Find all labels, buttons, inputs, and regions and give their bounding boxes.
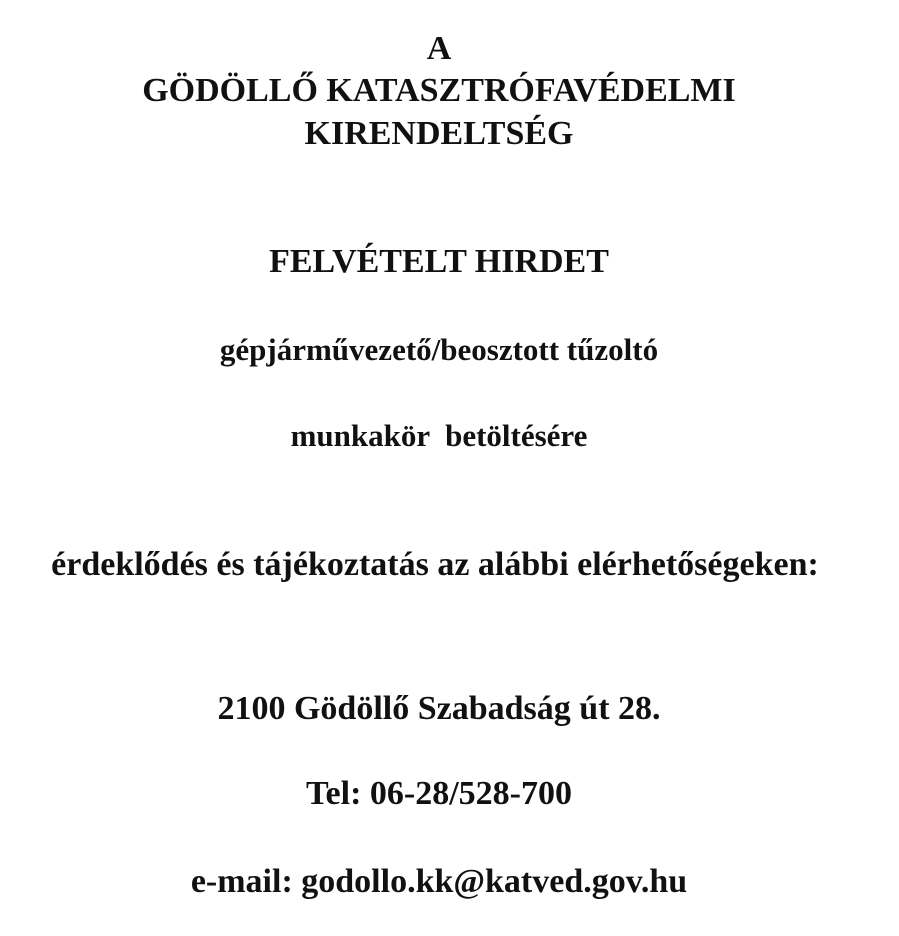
job-position: gépjárművezető/beosztott tűzoltó [219, 332, 659, 367]
job-purpose: munkakör betöltésére [290, 418, 588, 453]
header-article: A [426, 30, 452, 67]
contact-intro: érdeklődés és tájékoztatás az alábbi elérhetőségeken: [51, 546, 819, 583]
organization-unit: KIRENDELTSÉG [304, 115, 574, 152]
organization-name: GÖDÖLLŐ KATASZTRÓFAVÉDELMI [142, 72, 736, 109]
contact-phone: Tel: 06-28/528-700 [305, 775, 572, 812]
contact-address: 2100 Gödöllő Szabadság út 28. [217, 690, 661, 727]
contact-email: e-mail: godollo.kk@katved.gov.hu [190, 863, 688, 900]
announcement-title: FELVÉTELT HIRDET [269, 243, 609, 280]
